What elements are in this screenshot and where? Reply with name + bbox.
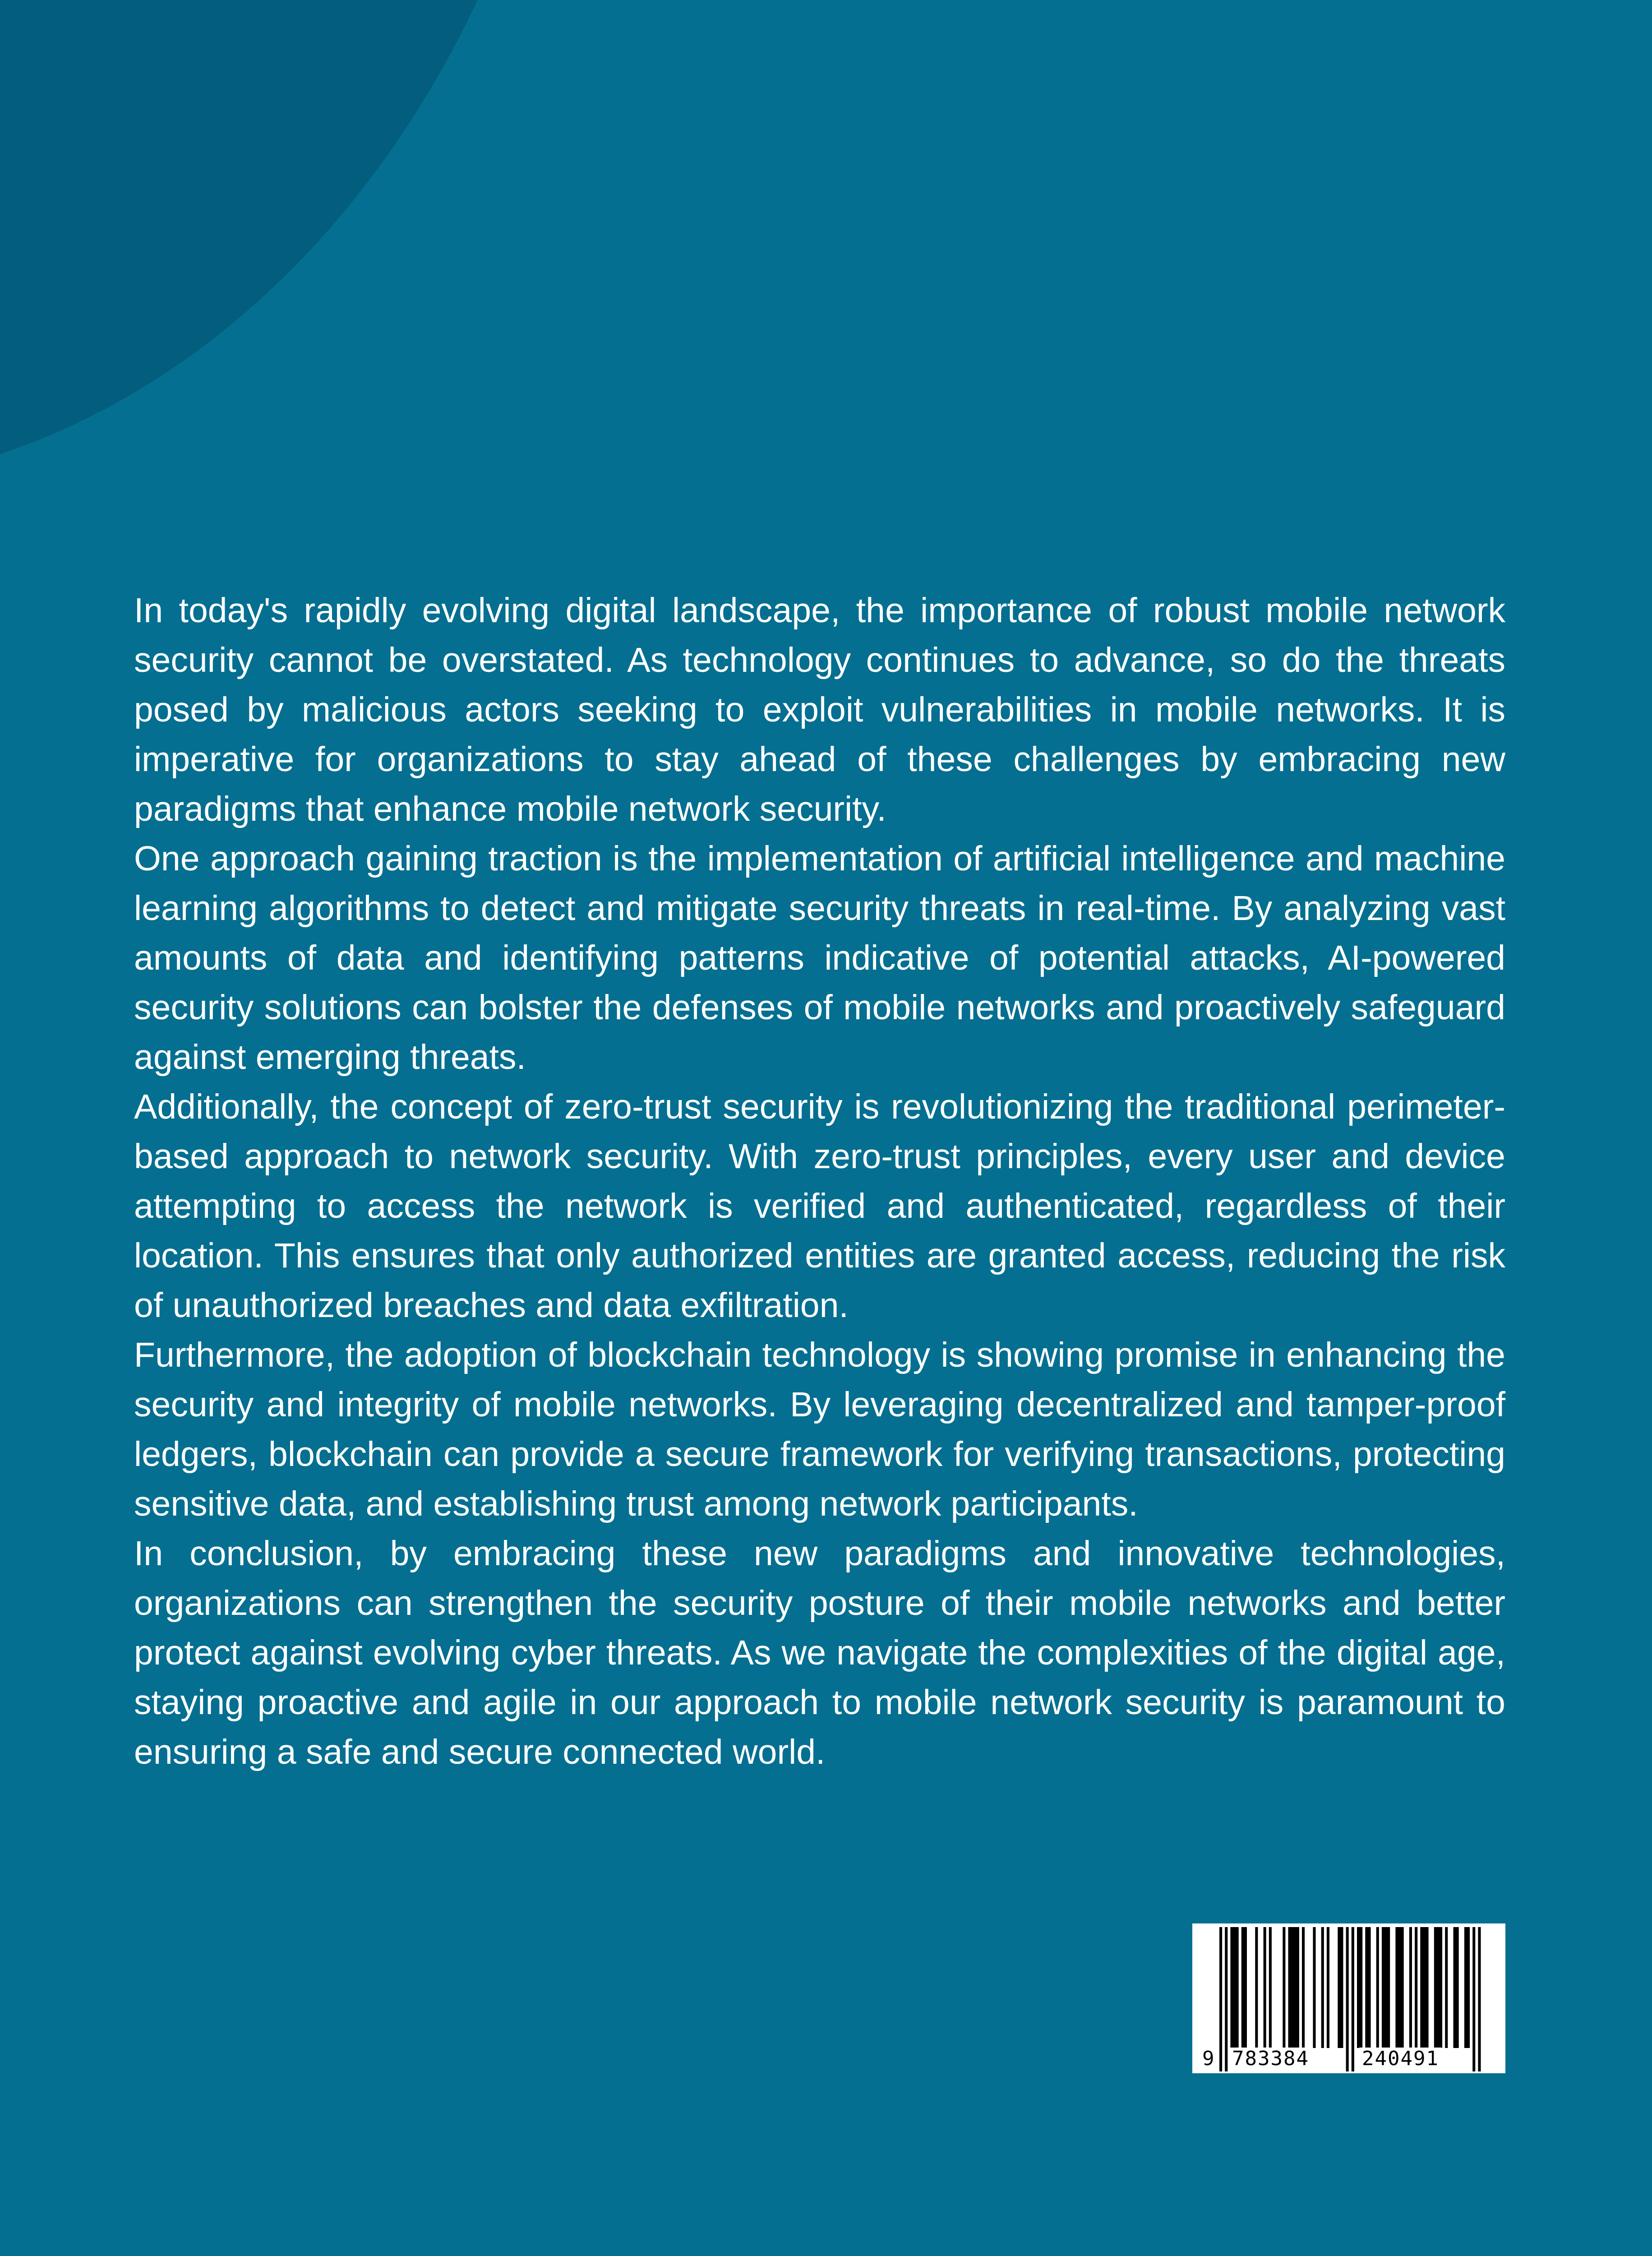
barcode-bar-4 — [1255, 1927, 1258, 2048]
barcode-bar-6 — [1269, 1927, 1272, 2048]
barcode-bar-8 — [1288, 1927, 1299, 2048]
barcode-bar-23 — [1420, 1927, 1428, 2048]
barcode-bar-19 — [1382, 1927, 1390, 2048]
blurb-text — [134, 586, 1505, 1777]
barcode-right-group: 240491 — [1359, 2048, 1442, 2070]
blurb-paragraph-5: In conclusion, by embracing these new paradigms and innovative technologies, organizations can strengthen the security posture of their mobile networks and better protect against evolving cyber threats. As we navigate the complexities of the digital age, staying proactive and agile in our approach to mobile network security is paramount to ensuring a safe and secure connected world. — [134, 1534, 1505, 1771]
blurb-paragraph-3: Additionally, the concept of zero-trust security is revolutionizing the traditional perimeter-based approach to network security. With zero-trust principles, every user and device attempting to access the network is verified and authenticated, regardless of their location. This ensures that only authorized entities are granted access, reducing the risk of unauthorized breaches and data exfiltration. — [134, 1087, 1505, 1325]
barcode-digits — [1192, 2048, 1505, 2070]
barcode-bar-26 — [1454, 1927, 1459, 2048]
corner-arc-decoration — [0, 0, 586, 487]
isbn-barcode — [1192, 1923, 1505, 2073]
blurb-paragraph-1: In today's rapidly evolving digital landscape, the importance of robust mobile network security cannot be overstated. As technology continues to advance, so do the threats posed by malicious actors seeking to exploit vulnerabilities in mobile networks. It is imperative for organizations to stay ahead of these challenges by embracing new paradigms that enhance mobile network security. — [134, 591, 1505, 828]
barcode-bar-5 — [1264, 1927, 1266, 2048]
barcode-left-group: 783384 — [1229, 2048, 1312, 2070]
barcode-bar-20 — [1395, 1927, 1403, 2048]
blurb-paragraph-4: Furthermore, the adoption of blockchain technology is showing promise in enhancing the security and integrity of mobile networks. By leveraging decentralized and tamper-proof ledgers, blockchain can provide a secure framework for verifying transactions, protecting sensitive data, and establishing trust among network participants. — [134, 1336, 1505, 1523]
barcode-bar-7 — [1283, 1927, 1285, 2048]
barcode-bar-18 — [1376, 1927, 1379, 2048]
barcode-bar-27 — [1464, 1927, 1470, 2048]
barcode-bar-13 — [1338, 1927, 1343, 2048]
barcode-lead-digit: 9 — [1200, 2048, 1217, 2070]
barcode-bar-17 — [1365, 1927, 1371, 2048]
barcode-bar-10 — [1313, 1927, 1315, 2048]
barcode-bar-3 — [1241, 1927, 1247, 2048]
barcode-bar-11 — [1321, 1927, 1324, 2048]
barcode-bar-12 — [1327, 1927, 1329, 2048]
barcode-bar-9 — [1302, 1927, 1305, 2048]
barcode-bar-22 — [1415, 1927, 1417, 2048]
barcode-bar-16 — [1357, 1927, 1362, 2048]
barcode-bar-21 — [1409, 1927, 1412, 2048]
barcode-bar-25 — [1445, 1927, 1448, 2048]
barcode-bar-24 — [1434, 1927, 1442, 2048]
barcode-bar-2 — [1230, 1927, 1238, 2048]
blurb-paragraph-2: One approach gaining traction is the implementation of artificial intelligence and machine learning algorithms to detect and mitigate security threats in real-time. By analyzing vast amounts of data and identifying patterns indicative of potential attacks, AI-powered security solutions can bolster the defenses of mobile networks and proactively safeguard against emerging threats. — [134, 839, 1505, 1077]
